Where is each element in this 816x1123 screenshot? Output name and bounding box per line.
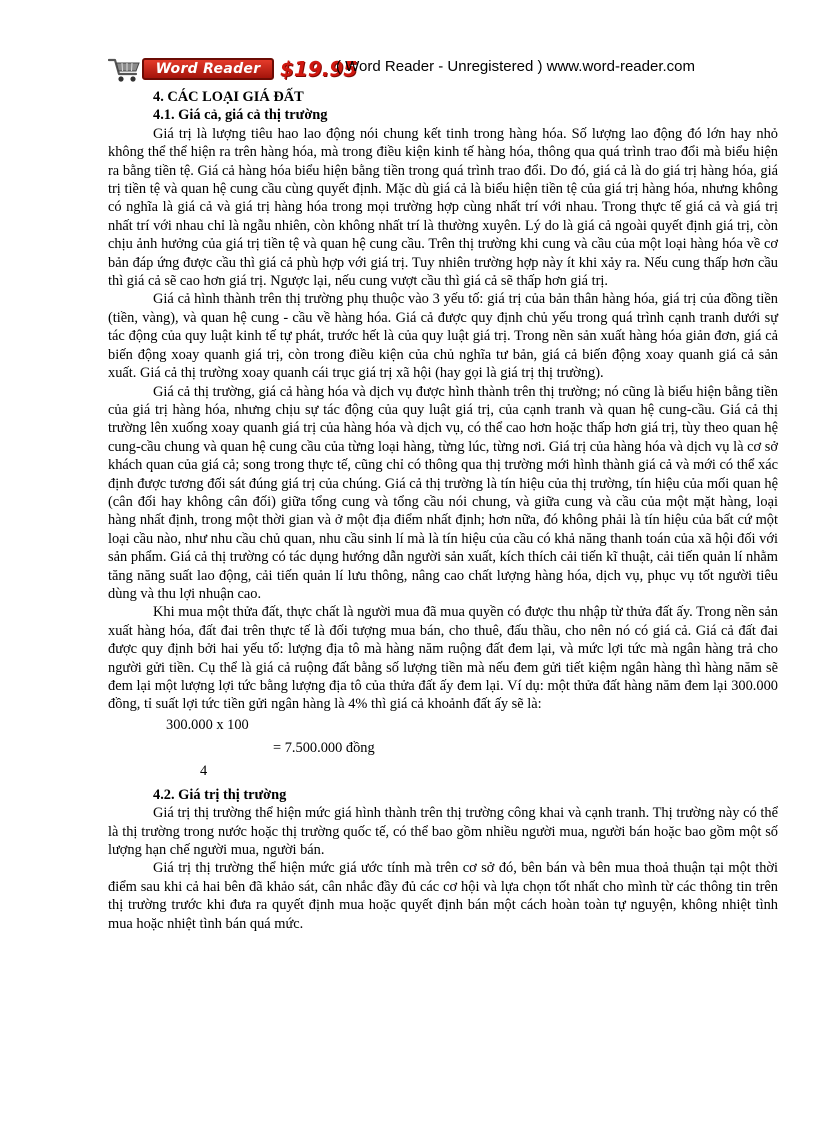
paragraph: Giá trị là lượng tiêu hao lao động nói chung kết tinh trong hàng hóa. Số lượng lao động đó lớn hay nhỏ không thể thể hiện ra trên hàng hóa, mà trong điều kiện kinh tế hàng hóa, thông qua quá trình trao đổi mà biểu hiện ra bằng tiền tệ. Giá cả hàng hóa biểu hiện bằng tiền trong quá trình trao đổi. Do đó, giá cả là do giá trị hàng hóa, giá trị tiền tệ và quan hệ cung cầu cùng quyết định. Mặc dù giá cả là biểu hiện tiền tệ của giá trị hàng hóa, nhưng không có nghĩa là giá cả và giá trị hàng hóa trong mọi trường hợp cùng nhất trí với nhau. Trong thực tế giá cả và giá trị nhất trí với nhau chỉ là ngẫu nhiên, còn không nhất trí là thường xuyên. Lý do là giá cả ngoài quyết định giá trị, còn chịu ảnh hưởng của giá trị tiền tệ và quan hệ cung cầu. Trên thị trường khi cung và cầu của một loại hàng hóa về cơ bản đáp ứng được cầu thì giá cả phù hợp với giá trị. Tuy nhiên trường hợp này ít khi xảy ra. Nếu cung thấp hơn cầu thì giá cả sẽ cao hơn giá trị. Ngược lại, nếu cung vượt cầu thì giá cả sẽ thấp hơn giá trị. (108, 125, 778, 290)
formula-result: = 7.500.000 đồng (273, 739, 375, 756)
shopping-cart-icon (108, 56, 142, 84)
paragraph: Giá cả hình thành trên thị trường phụ thuộc vào 3 yếu tố: giá trị của bản thân hàng hóa, giá trị của đồng tiền (tiền, vàng), và quan hệ cung - cầu về hàng hóa. Giá cả được quy định chủ yếu trong quá trình cạnh tranh dưới sự tác động của quy luật kinh tế tự phát, trước hết là của quy luật giá trị. Trong nền sản xuất hàng hóa giản đơn, giá cả biến động xoay quanh giá trị, còn trong điều kiện của chủ nghĩa tư bản, giá cả biến động xoay quanh giá cả sản xuất. Giá cả thị trường xoay quanh cái trục giá trị xã hội (hay gọi là giá trị thị trường). (108, 291, 778, 382)
section-heading-4-2: 4.2. Giá trị thị trường (153, 786, 287, 803)
formula-denominator: 4 (200, 762, 208, 779)
section-heading-4: 4. CÁC LOẠI GIÁ ĐẤT (153, 89, 304, 105)
price-formula (108, 714, 778, 786)
section-heading-4-1: 4.1. Giá cả, giá cả thị trường (153, 107, 328, 124)
paragraph: Giá trị thị trường thể hiện mức giá hình thành trên thị trường công khai và cạnh tranh. Thị trường này có thể là thị trường trong nước hoặc thị trường quốc tế, có thể bao gồm nhiều người mua, người bán hoặc bao gồm một số lượng hạn chế người mua, người bán. (108, 805, 778, 859)
paragraph: Giá trị thị trường thể hiện mức giá ước tính mà trên cơ sở đó, bên bán và bên mua thoả thuận tại một thời điểm sau khi cả hai bên đã khảo sát, cân nhắc đầy đủ các cơ hội và lựa chọn tốt nhất cho mình từ các thông tin trên thị trường trước khi đưa ra quyết định mua hoặc quyết định bán một cách hoàn toàn tự nguyện, không nhiệt tình mua hoặc nhiệt tình bán quá mức. (108, 860, 778, 932)
document-body (108, 88, 778, 933)
watermark-text: ( Word Reader - Unregistered ) www.word-reader.com (336, 58, 696, 75)
paragraph: Khi mua một thửa đất, thực chất là người mua đã mua quyền có được thu nhập từ thửa đất ấy. Trong nền sản xuất hàng hóa, đất đai trên thực tế là đối tượng mua bán, cho thuê, đấu thầu, cho nên nó có giá cả. Giá cả đất đai được quy định bởi hai yếu tố: lượng địa tô mà hàng năm ruộng đất đem lại, và mức lợi tức mà ngân hàng trả cho người gửi tiền. Cụ thể là giá cả ruộng đất bằng số lượng tiền mà nếu đem gửi tiết kiệm ngân hàng thì hàng năm sẽ đem lại một lượng lợi tức bằng lượng địa tô của thửa đất ấy đem lại. Ví dụ: một thửa đất hàng năm đem lại 300.000 đồng, tỉ suất lợi tức tiền gửi ngân hàng là 4% thì giá cả khoảnh đất ấy sẽ là: (108, 604, 778, 713)
watermark-price: $19.95 (280, 57, 358, 81)
paragraph: Giá cả thị trường, giá cả hàng hóa và dịch vụ được hình thành trên thị trường; nó cũng là biểu hiện bằng tiền của giá trị hàng hóa, nhưng chịu sự tác động của quy luật giá trị, của cạnh tranh và quan hệ cung-cầu. Giá cả thị trường lên xuống xoay quanh giá trị của hàng hóa và dịch vụ, có thể cao hơn hoặc thấp hơn giá trị, tùy theo quan hệ cung-cầu chung và quan hệ cung cầu của từng loại hàng, từng lúc, từng nơi. Giá trị của hàng hóa và dịch vụ là cơ sở khách quan của giá cả; song trong thực tế, cũng chỉ có thông qua thị trường mới hình thành giá cả và mới có thể xác định được tương đối sát đúng giá trị của chúng. Giá cả thị trường là tín hiệu của thị trường, tín hiệu của mối quan hệ (cân đối hay không cân đối) giữa tổng cung và tổng cầu nói chung, và giữa cung và cầu của một mặt hàng, loại hàng nhất định, trong một thời gian và ở một địa điểm nhất định; hơn nữa, đó không phải là tín hiệu của bất cứ một loại cầu nào, như nhu cầu chủ quan, nhu cầu sinh lí mà là tín hiệu của cầu có khả năng thanh toán của xã hội đối với sản phẩm. Giá cả thị trường có tác dụng hướng dẫn người sản xuất, kích thích cải tiến kĩ thuật, cải tiến quản lí nhằm tăng năng suất lao động, cải tiến quản lí lưu thông, nâng cao chất lượng hàng hóa, dịch vụ, phục vụ tốt người tiêu dùng và thu lợi nhuận cao. (108, 383, 778, 602)
formula-numerator: 300.000 x 100 (166, 716, 249, 733)
watermark-brand-logo: Word Reader (142, 58, 274, 80)
watermark-banner (108, 56, 748, 84)
